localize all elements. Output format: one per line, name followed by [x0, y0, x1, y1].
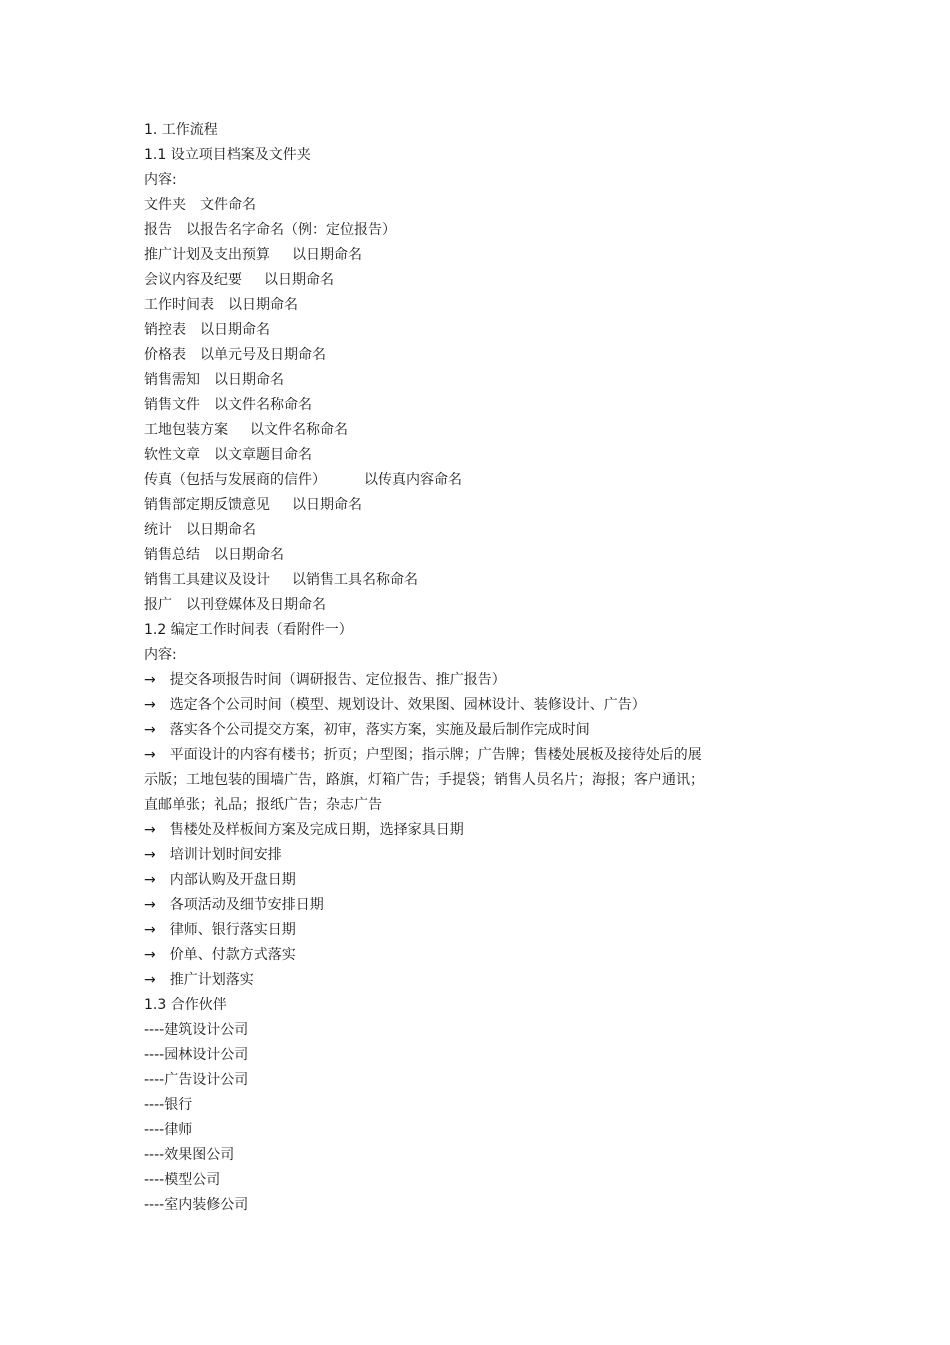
file-name: 销售需知: [144, 372, 200, 388]
naming-rule: 以日期命名: [228, 297, 298, 313]
file-rule-row: [144, 593, 784, 618]
item-text: 提交各项报告时间（调研报告、定位报告、推广报告）: [169, 672, 506, 688]
arrow-icon: →: [144, 947, 156, 963]
arrow-list-item: [144, 693, 784, 718]
arrow-icon: →: [144, 847, 156, 863]
naming-rule: 以文件名称命名: [250, 422, 348, 438]
arrow-list-item: [144, 668, 784, 693]
partner-name: 广告设计公司: [164, 1072, 249, 1088]
file-rule-row: [144, 543, 784, 568]
file-rule-row: [144, 343, 784, 368]
arrow-icon: →: [144, 872, 156, 888]
arrow-icon: →: [144, 747, 156, 763]
content-label: 内容:: [144, 647, 177, 663]
partner-name: 建筑设计公司: [164, 1022, 249, 1038]
naming-rule: 以刊登媒体及日期命名: [186, 597, 326, 613]
file-rule-row: [144, 193, 784, 218]
partner-item: [144, 1068, 784, 1093]
item-text: 各项活动及细节安排日期: [169, 897, 324, 913]
subsection-heading: 1.1 设立项目档案及文件夹: [144, 147, 311, 163]
partner-item: [144, 1193, 784, 1218]
partner-name: 效果图公司: [164, 1147, 235, 1163]
file-name: 销售工具建议及设计: [144, 572, 270, 588]
partner-item: [144, 1168, 784, 1193]
naming-rule: 以报告名字命名（例：定位报告）: [186, 222, 396, 238]
arrow-list-item: [144, 868, 784, 893]
file-rule-row: [144, 393, 784, 418]
arrow-icon: →: [144, 972, 156, 988]
file-name: 传真（包括与发展商的信件）: [144, 472, 326, 488]
naming-rule: 以日期命名: [186, 522, 256, 538]
file-name: 会议内容及纪要: [144, 272, 242, 288]
naming-rule: 以日期命名: [264, 272, 334, 288]
file-name: 报广: [144, 597, 172, 613]
item-text: 律师、银行落实日期: [169, 922, 296, 938]
dash-marker: ----: [144, 1022, 165, 1038]
dash-marker: ----: [144, 1097, 165, 1113]
file-name: 销售总结: [144, 547, 200, 563]
file-name: 软性文章: [144, 447, 200, 463]
partner-item: [144, 1018, 784, 1043]
partner-name: 园林设计公司: [164, 1047, 249, 1063]
naming-rule: 以日期命名: [200, 322, 270, 338]
file-rule-row: [144, 243, 784, 268]
item-text: 推广计划落实: [169, 972, 254, 988]
item-text: 价单、付款方式落实: [169, 947, 296, 963]
file-rule-row: [144, 293, 784, 318]
naming-rule: 以日期命名: [214, 372, 284, 388]
file-name: 工作时间表: [144, 297, 214, 313]
section-heading: 1. 工作流程: [144, 122, 218, 138]
file-name: 销售文件: [144, 397, 200, 413]
dash-marker: ----: [144, 1172, 165, 1188]
item-text-continued: 直邮单张；礼品；报纸广告；杂志广告: [144, 797, 382, 813]
partner-item: [144, 1143, 784, 1168]
arrow-icon: →: [144, 697, 156, 713]
item-text: 售楼处及样板间方案及完成日期，选择家具日期: [169, 822, 464, 838]
partner-name: 室内装修公司: [164, 1197, 249, 1213]
document-body: [144, 118, 784, 1218]
subsection-heading: 1.2 编定工作时间表（看附件一）: [144, 622, 353, 638]
file-name: 文件夹: [144, 197, 186, 213]
naming-rule: 以文章题目命名: [214, 447, 312, 463]
file-name: 推广计划及支出预算: [144, 247, 270, 263]
dash-marker: ----: [144, 1122, 165, 1138]
dash-marker: ----: [144, 1072, 165, 1088]
naming-rule: 以文件名称命名: [214, 397, 312, 413]
partner-name: 律师: [164, 1122, 193, 1138]
arrow-list-item: [144, 968, 784, 993]
file-rule-row: [144, 443, 784, 468]
file-name: 销控表: [144, 322, 186, 338]
file-rule-row: [144, 468, 784, 493]
partner-name: 模型公司: [164, 1172, 221, 1188]
content-label: 内容:: [144, 172, 177, 188]
dash-marker: ----: [144, 1147, 165, 1163]
file-rule-row: [144, 493, 784, 518]
item-text-continued: 示版；工地包装的围墙广告，路旗，灯箱广告；手提袋；销售人员名片；海报；客户通讯；: [144, 772, 704, 788]
naming-rule: 以日期命名: [292, 497, 362, 513]
arrow-icon: →: [144, 672, 156, 688]
dash-marker: ----: [144, 1047, 165, 1063]
file-rule-row: [144, 268, 784, 293]
item-text: 内部认购及开盘日期: [169, 872, 296, 888]
file-rule-row: [144, 368, 784, 393]
arrow-list-item: [144, 943, 784, 968]
naming-rule: 以传真内容命名: [364, 472, 462, 488]
partner-item: [144, 1043, 784, 1068]
partner-name: 银行: [164, 1097, 193, 1113]
file-name: 统计: [144, 522, 172, 538]
dash-marker: ----: [144, 1197, 165, 1213]
arrow-icon: →: [144, 897, 156, 913]
arrow-icon: →: [144, 922, 156, 938]
partner-item: [144, 1093, 784, 1118]
subsection-heading: 1.3 合作伙伴: [144, 997, 227, 1013]
file-name: 工地包装方案: [144, 422, 228, 438]
file-rule-row: [144, 518, 784, 543]
naming-rule: 以单元号及日期命名: [200, 347, 326, 363]
file-name: 价格表: [144, 347, 186, 363]
naming-rule: 以日期命名: [214, 547, 284, 563]
arrow-list-item: [144, 918, 784, 943]
file-name: 销售部定期反馈意见: [144, 497, 270, 513]
partner-item: [144, 1118, 784, 1143]
arrow-icon: →: [144, 822, 156, 838]
arrow-list-item: [144, 843, 784, 868]
file-rule-row: [144, 568, 784, 593]
item-text: 培训计划时间安排: [169, 847, 282, 863]
arrow-list-item: [144, 718, 784, 743]
arrow-icon: →: [144, 722, 156, 738]
item-text: 落实各个公司提交方案，初审，落实方案，实施及最后制作完成时间: [169, 722, 590, 738]
arrow-list-item: [144, 743, 784, 768]
item-text: 选定各个公司时间（模型、规划设计、效果图、园林设计、装修设计、广告）: [169, 697, 646, 713]
naming-rule: 文件命名: [200, 197, 256, 213]
arrow-list-item: [144, 818, 784, 843]
file-rule-row: [144, 218, 784, 243]
arrow-list-item: [144, 893, 784, 918]
naming-rule: 以日期命名: [292, 247, 362, 263]
naming-rule: 以销售工具名称命名: [292, 572, 418, 588]
file-rule-row: [144, 418, 784, 443]
file-name: 报告: [144, 222, 172, 238]
item-text: 平面设计的内容有楼书；折页；户型图；指示牌；广告牌；售楼处展板及接待处后的展: [169, 747, 702, 763]
file-rule-row: [144, 318, 784, 343]
